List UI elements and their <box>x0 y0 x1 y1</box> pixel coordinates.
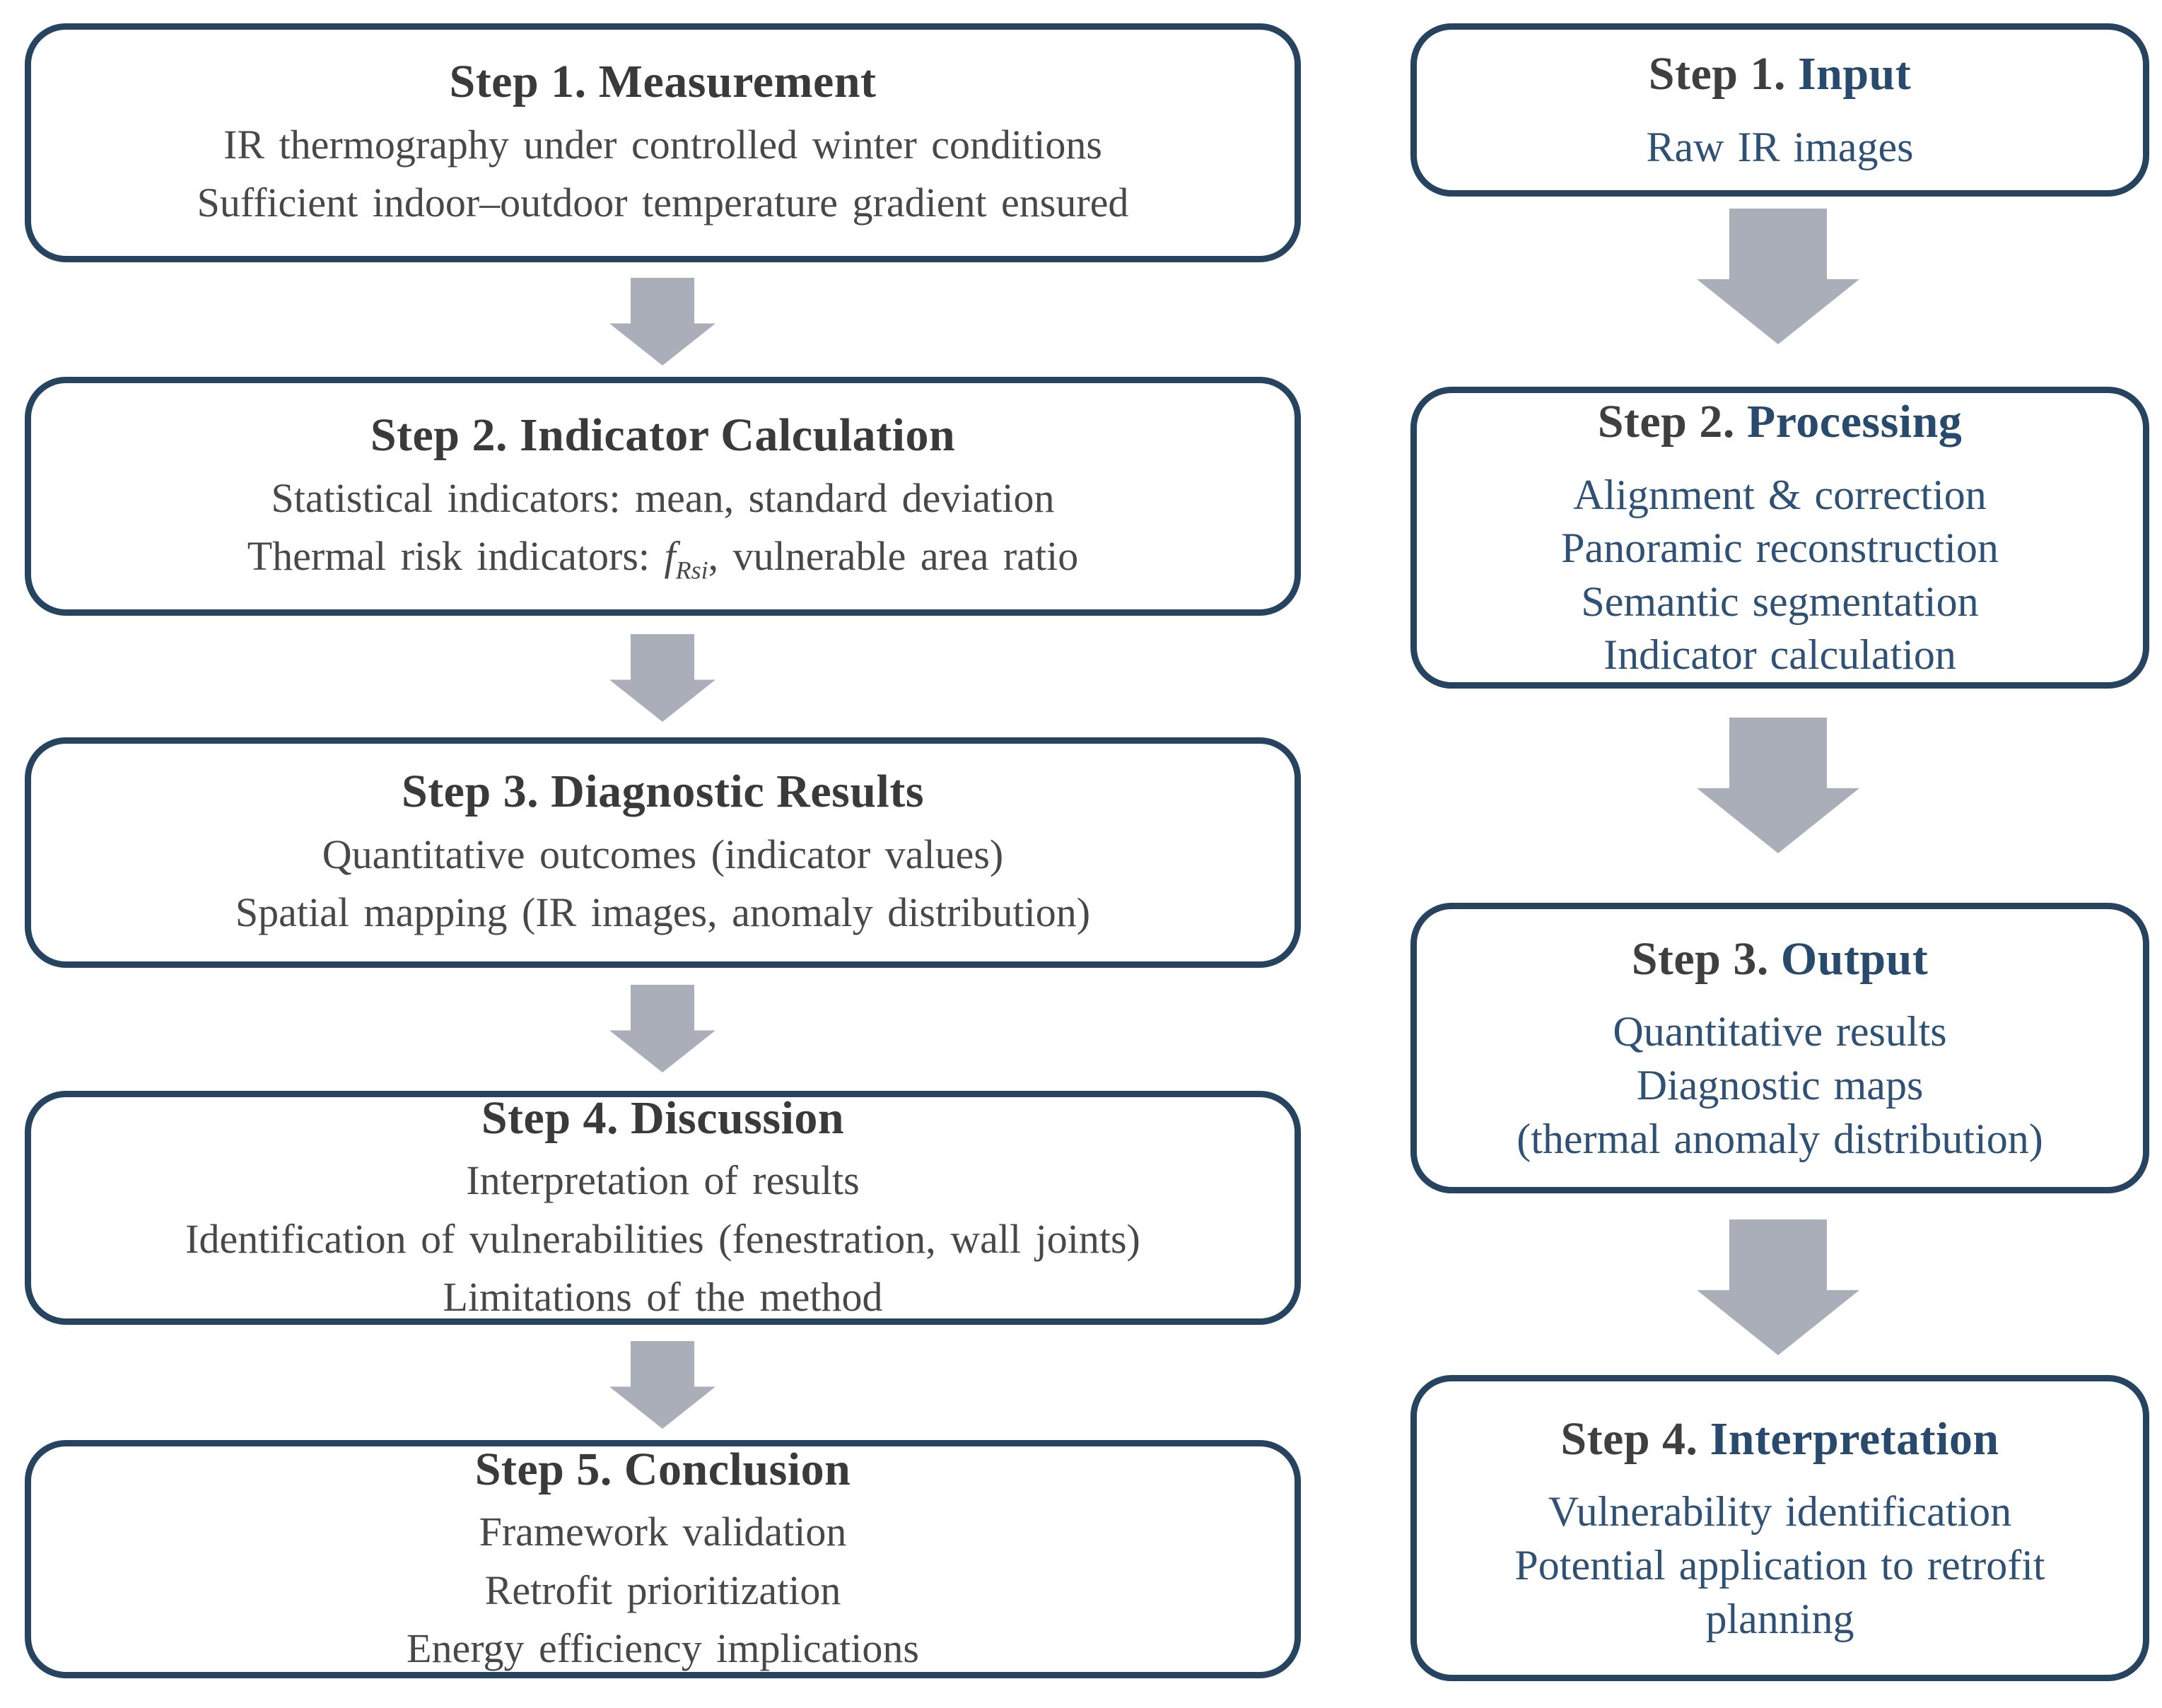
flow-box-output <box>1410 903 2149 1193</box>
flow-box-diagnostic-results <box>25 737 1301 968</box>
flow-box-discussion <box>25 1091 1301 1325</box>
box-line: Limitations of the method <box>443 1273 883 1320</box>
step-title: Diagnostic Results <box>551 766 925 818</box>
step-label: Step 3. <box>401 766 539 818</box>
flow-box-input <box>1410 23 2149 197</box>
step-label: Step 4. <box>1560 1412 1698 1465</box>
box-line: Identification of vulnerabilities (fenestration, wall joints) <box>185 1215 1140 1262</box>
box-line: Panoramic reconstruction <box>1561 525 1999 572</box>
box-line: Potential application to retrofit planning <box>1514 1541 2045 1642</box>
down-arrow-icon <box>1697 1219 1859 1355</box>
box-line: Spatial mapping (IR images, anomaly distribution) <box>235 889 1091 936</box>
box-heading <box>1632 930 1929 989</box>
step-title: Interpretation <box>1710 1412 1999 1465</box>
box-heading <box>481 1089 844 1148</box>
step-label: Step 5. <box>474 1443 612 1495</box>
box-heading <box>1598 393 1963 452</box>
box-line: Retrofit prioritization <box>484 1567 841 1613</box>
box-line: (thermal anomaly distribution) <box>1517 1115 2043 1162</box>
box-line: Diagnostic maps <box>1636 1061 1924 1109</box>
box-line: Sufficient indoor–outdoor temperature gradient ensured <box>197 180 1129 226</box>
box-line-formula: Thermal risk indicators: $f_{Rsi}$, vulnerable area ratio <box>247 533 1079 585</box>
step-title: Input <box>1797 48 1912 100</box>
box-line: Indicator calculation <box>1603 631 1956 679</box>
step-title: Measurement <box>598 56 877 108</box>
box-line: Framework validation <box>479 1509 847 1555</box>
box-line: Statistical indicators: mean, standard deviation <box>271 474 1055 521</box>
flow-box-indicator-calculation <box>25 377 1301 616</box>
flow-box-measurement <box>25 23 1301 262</box>
formula-subscript: Rsi <box>675 556 708 585</box>
flow-box-interpretation <box>1410 1375 2149 1681</box>
step-label: Step 2. <box>370 409 508 462</box>
box-line: Vulnerability identification <box>1548 1488 2012 1536</box>
box-heading <box>449 53 876 112</box>
down-arrow-icon <box>1697 209 1859 344</box>
step-title: Indicator Calculation <box>520 409 956 462</box>
step-title: Discussion <box>631 1092 845 1144</box>
down-arrow-icon <box>609 278 715 365</box>
box-line: Semantic segmentation <box>1581 578 1979 625</box>
down-arrow-icon <box>609 1341 715 1429</box>
step-title: Processing <box>1746 396 1963 448</box>
step-label: Step 3. <box>1631 932 1769 985</box>
box-line: Interpretation of results <box>466 1157 860 1204</box>
box-line: Raw IR images <box>1646 123 1914 170</box>
box-line: Quantitative outcomes (indicator values) <box>322 831 1004 877</box>
step-title: Conclusion <box>624 1443 851 1495</box>
box-heading <box>475 1441 851 1499</box>
box-heading <box>370 406 955 465</box>
down-arrow-icon <box>1697 718 1859 853</box>
down-arrow-icon <box>609 985 715 1072</box>
flow-box-processing <box>1410 387 2149 689</box>
box-line: Quantitative results <box>1613 1008 1947 1055</box>
box-heading <box>402 763 924 821</box>
box-heading <box>1560 1410 1999 1469</box>
step-label: Step 1. <box>449 56 587 108</box>
step-title: Output <box>1780 932 1929 985</box>
formula-f-symbol: f <box>664 533 676 580</box>
flow-box-conclusion <box>25 1440 1301 1678</box>
down-arrow-icon <box>609 634 715 722</box>
box-line: Energy efficiency implications <box>407 1625 919 1671</box>
step-label: Step 4. <box>481 1092 619 1144</box>
box-line: Alignment & correction <box>1573 471 1987 518</box>
step-label: Step 1. <box>1648 48 1786 100</box>
step-label: Step 2. <box>1597 396 1735 448</box>
box-heading <box>1649 45 1911 104</box>
box-line: IR thermography under controlled winter conditions <box>223 121 1102 168</box>
